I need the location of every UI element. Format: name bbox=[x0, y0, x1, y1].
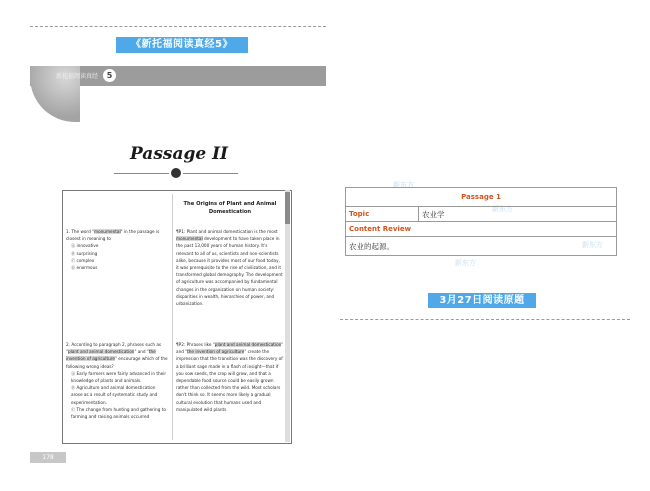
option-c[interactable]: Ⓒ The change from hunting and gathering to farming and raising animals occurred bbox=[71, 406, 166, 420]
highlight-phrase: plant and animal domestication bbox=[67, 349, 135, 355]
title-ornament-line-left bbox=[114, 173, 169, 174]
passage-heading: The Origins of Plant and Animal Domestication bbox=[183, 201, 277, 215]
option-d[interactable]: Ⓓ enormous bbox=[71, 265, 98, 271]
scrollbar-thumb[interactable] bbox=[285, 192, 290, 224]
table-title: Passage 1 bbox=[346, 188, 617, 207]
column-divider bbox=[172, 194, 173, 440]
watermark-logo: 新东方 bbox=[455, 259, 476, 267]
scrollbar-track[interactable] bbox=[285, 190, 290, 442]
watermark-logo: 新东方 bbox=[492, 205, 513, 213]
page-number: 178 bbox=[30, 452, 66, 463]
bottom-dashed-divider bbox=[340, 319, 630, 320]
question-2 bbox=[66, 341, 168, 420]
highlight-phrase: the invention of agriculture bbox=[187, 349, 245, 355]
option-b[interactable]: Ⓑ surprising bbox=[71, 250, 98, 256]
paragraph-2: ¶P2: Phrases like "plant and animal domestication" and "the invention of agriculture" create the impression that the transition was the discovery of a brilliant sage made in a flash of insight—that if you sow seeds, the crop will grow, and that a dependable food source could be easily grown rather than collected from the wild. Most scholars don't think so. It seems more likely a gradual cultural evolution that humans used and manipulated wild plants bbox=[176, 342, 284, 412]
highlight-word: monumental bbox=[94, 229, 121, 234]
option-c[interactable]: Ⓒ complex bbox=[71, 257, 95, 263]
topic-value: 农业学 bbox=[419, 207, 617, 222]
title-ornament-line-right bbox=[183, 173, 238, 174]
top-dashed-divider bbox=[30, 26, 326, 27]
paragraph-1: ¶P1: Plant and animal domestication is the most monumental development to have taken place in the past 13,000 years of human history. It's relevant to all of us, scientists and non-scientists alike, because it provides most of our food today, it was prerequisite to the rise of civilization, and it transformed global demography. The development of agriculture was accompanied by fundamental changes in the organization on human society: disparities in wealth, hierarchies of power, and urbanization. bbox=[176, 229, 283, 307]
topic-label: Topic bbox=[346, 207, 419, 222]
option-a[interactable]: Ⓐ innovative bbox=[71, 243, 99, 249]
highlight-phrase: the invention of agriculture bbox=[66, 349, 156, 362]
header-volume-number: 5 bbox=[103, 69, 116, 82]
highlight-word: monumental bbox=[176, 236, 203, 242]
watermark-logo: 新东方 bbox=[582, 241, 603, 249]
option-b[interactable]: Ⓑ Agriculture and animal domestication arose as a result of systematic study and experimentation. bbox=[71, 385, 158, 405]
title-ornament-dot bbox=[171, 168, 181, 178]
option-a[interactable]: Ⓐ Early farmers were fairly advanced in their knowledge of plants and animals. bbox=[71, 370, 167, 384]
highlight-phrase: plant and animal domestication bbox=[214, 342, 282, 347]
passage-info-table bbox=[345, 187, 617, 256]
question-2-stem: 2. According to paragraph 2, phrases such as "plant and animal domestication" and "the invention of agriculture" encourage which of the following wrong ideas? bbox=[66, 342, 168, 369]
date-banner: 3月27日阅读原题 bbox=[428, 293, 536, 308]
passage-title: Passage II bbox=[129, 144, 229, 164]
question-1 bbox=[66, 228, 168, 271]
watermark-logo: 新东方 bbox=[393, 181, 414, 189]
question-1-stem: 1. The word "monumental" in the passage is closest in meaning to bbox=[66, 229, 160, 242]
content-review-value: 农业的起源。 bbox=[346, 237, 617, 256]
book-title-banner: 《新托福阅读真经5》 bbox=[116, 37, 248, 53]
header-book-text: 新托福阅读真经 bbox=[56, 73, 99, 80]
content-review-label: Content Review bbox=[346, 222, 617, 237]
